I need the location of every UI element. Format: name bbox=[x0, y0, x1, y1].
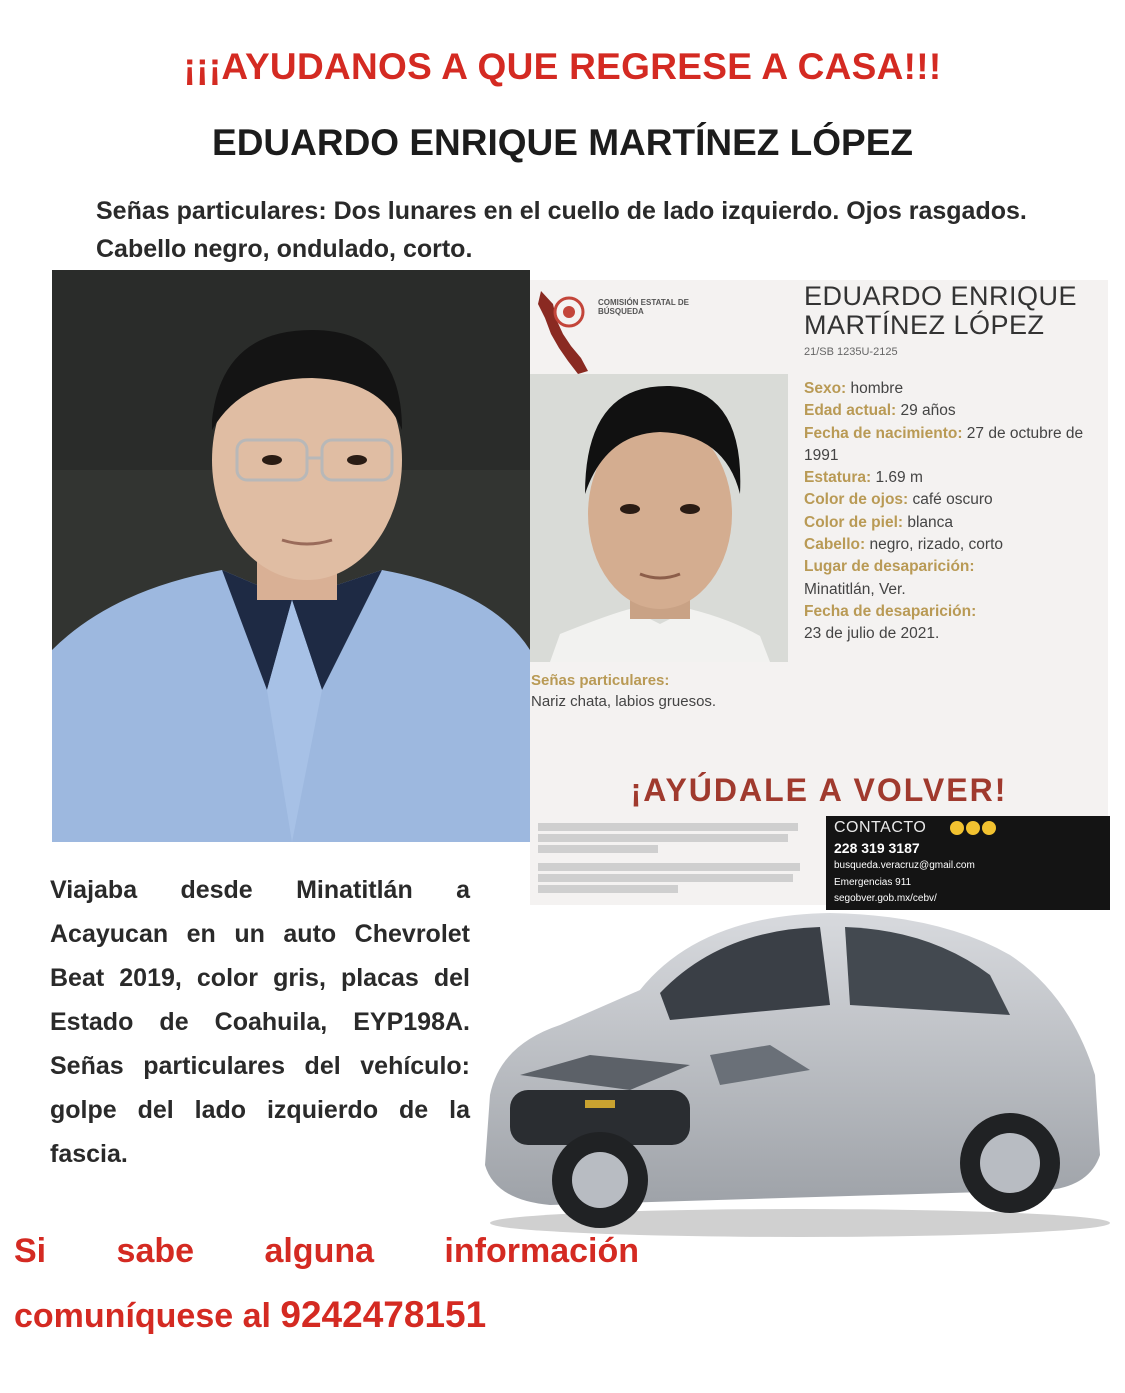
contact-phone: 228 319 3187 bbox=[834, 840, 920, 856]
field-skin-color: Color de piel: blanca bbox=[804, 513, 954, 531]
contact-title: CONTACTO bbox=[834, 819, 927, 836]
car-image bbox=[470, 905, 1110, 1240]
portrait-photo bbox=[52, 270, 530, 842]
sheet-photo bbox=[530, 374, 788, 662]
sheet-marks-label: Señas particulares: bbox=[531, 672, 670, 689]
sheet-marks-value: Nariz chata, labios gruesos. bbox=[531, 693, 717, 710]
contact-emergency: Emergencias 911 bbox=[834, 877, 912, 888]
trip-description: Viajaba desde Minatitlán a Acayucan en un auto Chevrolet Beat 2019, color gris, placas del Estado de Coahuila, EYP198A. Señas particulares del vehículo: golpe del lado izquierdo de la fascia. bbox=[50, 876, 470, 1168]
facebook-icon bbox=[966, 821, 980, 835]
field-height: Estatura: 1.69 m bbox=[804, 469, 923, 487]
field-birthdate: Fecha de nacimiento: 27 de octubre de 1991 bbox=[804, 424, 1084, 464]
veracruz-map-icon bbox=[533, 286, 593, 376]
social-icons bbox=[950, 821, 998, 840]
sheet-folio: 21/SB 1235U-2125 bbox=[804, 346, 898, 358]
distinguishing-marks: Señas particulares: Dos lunares en el cuello de lado izquierdo. Ojos rasgados. Cabello negro, ondulado, corto. bbox=[96, 197, 1027, 263]
field-sex: Sexo: hombre bbox=[804, 380, 904, 397]
whatsapp-icon bbox=[950, 821, 964, 835]
field-eye-color: Color de ojos: café oscuro bbox=[804, 491, 993, 509]
field-hair: Cabello: negro, rizado, corto bbox=[804, 536, 1004, 554]
missing-person-name: EDUARDO ENRIQUE MARTÍNEZ LÓPEZ bbox=[212, 122, 913, 163]
twitter-icon bbox=[982, 821, 996, 835]
field-disappearance-place: Lugar de desaparición: Minatitlán, Ver. bbox=[804, 558, 975, 598]
contact-email: busqueda.veracruz@gmail.com bbox=[834, 860, 975, 871]
field-disappearance-date: Fecha de desaparición: 23 de julio de 2021. bbox=[804, 602, 977, 643]
headline: ¡¡¡AYUDANOS A QUE REGRESE A CASA!!! bbox=[183, 46, 942, 87]
cta-phone-number: 9242478151 bbox=[280, 1294, 487, 1335]
org-label: COMISIÓN ESTATAL DE BÚSQUEDA bbox=[598, 298, 689, 316]
contact-website: segobver.gob.mx/cebv/ bbox=[834, 893, 937, 904]
sheet-fields bbox=[804, 378, 1084, 646]
cta-line-1: Si sabe alguna información bbox=[14, 1232, 639, 1270]
sheet-person-name: EDUARDO ENRIQUE MARTÍNEZ LÓPEZ bbox=[804, 281, 1078, 340]
sheet-fineprint bbox=[538, 823, 808, 893]
cta-line-2: comuníquese al 9242478151 bbox=[14, 1294, 487, 1335]
field-age: Edad actual: 29 años bbox=[804, 402, 956, 420]
help-slogan: ¡AYÚDALE A VOLVER! bbox=[630, 772, 1008, 808]
